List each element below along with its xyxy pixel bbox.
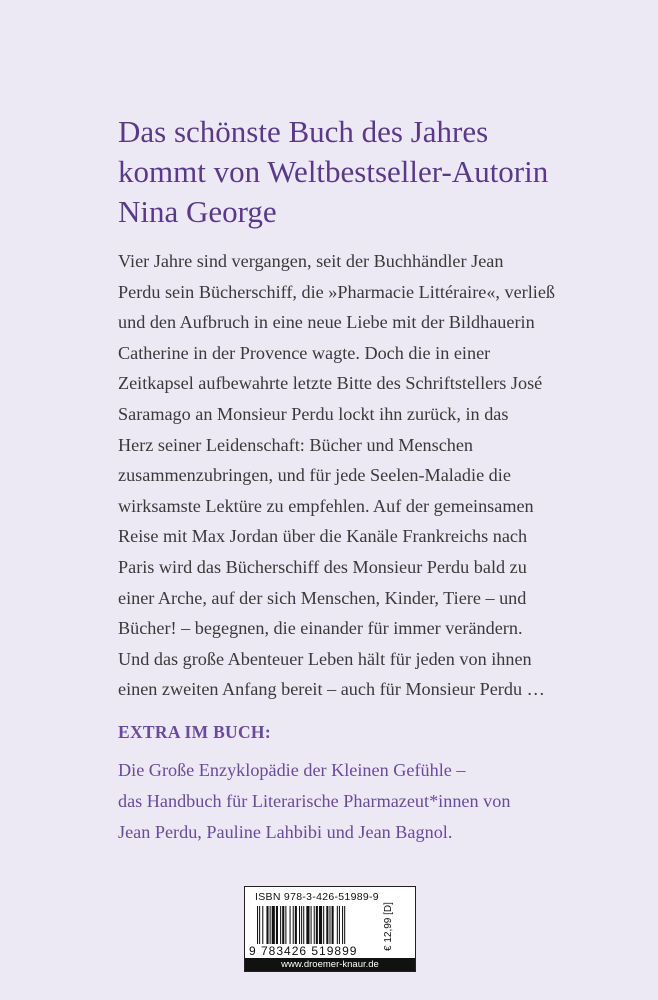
- blurb-line: und den Aufbruch in eine neue Liebe mit der Bildhauerin: [118, 312, 535, 333]
- extra-heading: EXTRA IM BUCH:: [118, 722, 271, 742]
- isbn-text: ISBN 978-3-426-51989-9: [255, 891, 379, 903]
- headline-line: Nina George: [118, 194, 277, 229]
- extra-text: [118, 755, 638, 848]
- blurb-line: Und das große Abenteuer Leben hält für jeden von ihnen: [118, 648, 532, 669]
- blurb-line: wirksamste Lektüre zu empfehlen. Auf der gemeinsamen: [118, 495, 534, 516]
- headline: [118, 112, 648, 232]
- blurb-line: zusammenzubringen, und für jede Seelen-Maladie die: [118, 465, 511, 486]
- blurb-line: einer Arche, auf der sich Menschen, Kinder, Tiere – und: [118, 587, 527, 608]
- headline-line: kommt von Weltbestseller-Autorin: [118, 154, 549, 189]
- blurb-line: Herz seiner Leidenschaft: Bücher und Menschen: [118, 434, 474, 455]
- blurb-line: Paris wird das Bücherschiff des Monsieur Perdu bald zu: [118, 556, 527, 577]
- extra-line: Jean Perdu, Pauline Lahbibi und Jean Bagnol.: [118, 822, 453, 842]
- headline-line: Das schönste Buch des Jahres: [118, 114, 489, 149]
- blurb-line: Reise mit Max Jordan über die Kanäle Frankreichs nach: [118, 526, 528, 547]
- publisher-url: www.droemer-knaur.de: [245, 958, 415, 971]
- ean-digits: 9 783426 519899: [249, 944, 358, 958]
- blurb-line: Catherine in der Provence wagte. Doch die in einer: [118, 342, 491, 363]
- price-label: € 12,99 [D]: [383, 902, 394, 951]
- blurb-line: Vier Jahre sind vergangen, seit der Buchhändler Jean: [118, 251, 504, 271]
- blurb-line: Bücher! – begegnen, die einander für immer verändern.: [118, 618, 523, 639]
- barcode-label: [244, 886, 416, 972]
- blurb-line: Perdu sein Bücherschiff, die »Pharmacie Littéraire«, verließ: [118, 281, 556, 302]
- blurb-line: Zeitkapsel aufbewahrte letzte Bitte des Schriftstellers José: [118, 373, 543, 394]
- blurb-line: Saramago an Monsieur Perdu lockt ihn zurück, in das: [118, 403, 509, 424]
- blurb-line: einen zweiten Anfang bereit – auch für Monsieur Perdu …: [118, 679, 545, 700]
- extra-line: Die Große Enzyklopädie der Kleinen Gefühle –: [118, 760, 466, 780]
- extra-line: das Handbuch für Literarische Pharmazeut*innen von: [118, 791, 511, 811]
- blurb-text: [118, 246, 638, 705]
- barcode-bars-icon: [257, 906, 377, 946]
